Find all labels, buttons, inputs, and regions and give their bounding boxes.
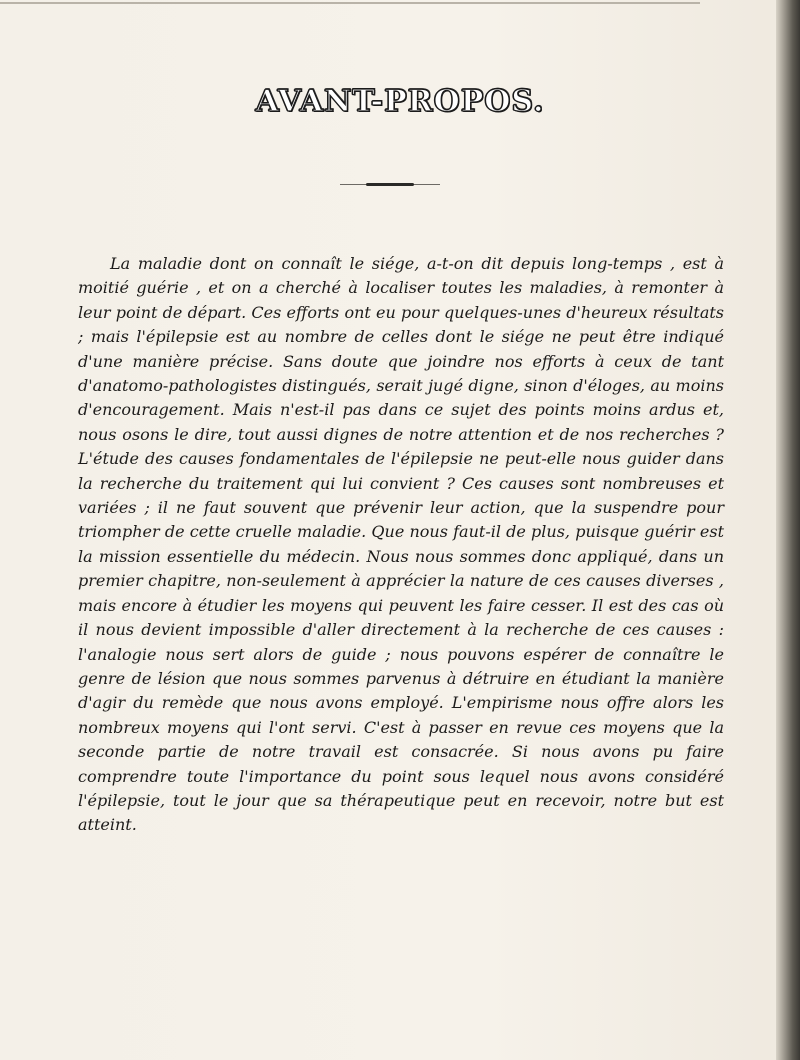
divider-swell — [366, 183, 414, 186]
binding-shadow — [776, 0, 800, 1060]
top-edge-rule — [0, 2, 700, 4]
body-paragraph: La maladie dont on connaît le siége, a-t-on dit depuis long-temps , est à moitié guérie , et on a cherché à localiser toutes les maladies, à remonter à leur point de départ. Ces efforts ont eu pour quelques-unes d'heureux résultats ; mais l'épilepsie est au nombre de celles dont le siége ne peut être indiqué d'une manière précise. Sans doute que joindre nos efforts à ceux de tant d'anatomo-pathologistes distingués, serait jugé digne, sinon d'éloges, au moins d'encouragement. Mais n'est-il pas dans ce sujet des points moins ardus et, nous osons le dire, tout aussi dignes de notre attention et de nos recherches ? L'étude des causes fondamentales de l'épilepsie ne peut-elle nous guider dans la recherche du traitement qui lui convient ? Ces causes sont nombreuses et variées ; il ne faut souvent que prévenir leur action, que la suspendre pour triompher de cette cruelle maladie. Que nous faut-il de plus, puisque guérir est la mission essentielle du médecin. Nous nous sommes donc appliqué, dans un premier chapitre, non-seulement à apprécier la nature de ces causes diverses , mais encore à étudier les moyens qui peuvent les faire cesser. Il est des cas où il nous devient impossible d'aller directement à la recherche de ces causes : l'analogie nous sert alors de guide ; nous pouvons espérer de connaître le genre de lésion que nous sommes parvenus à détruire en étudiant la manière d'agir du remède que nous avons employé. L'empirisme nous offre alors les nombreux moyens qui l'ont servi. C'est à passer en revue ces moyens que la seconde partie de notre travail est consacrée. Si nous avons pu faire comprendre toute l'importance du point sous lequel nous avons considéré l'épilepsie, tout le jour que sa thérapeutique peut en recevoir, notre but est atteint. — [78, 254, 724, 835]
ornamental-divider — [340, 184, 440, 185]
page-heading: AVANT-PROPOS. — [255, 84, 545, 119]
